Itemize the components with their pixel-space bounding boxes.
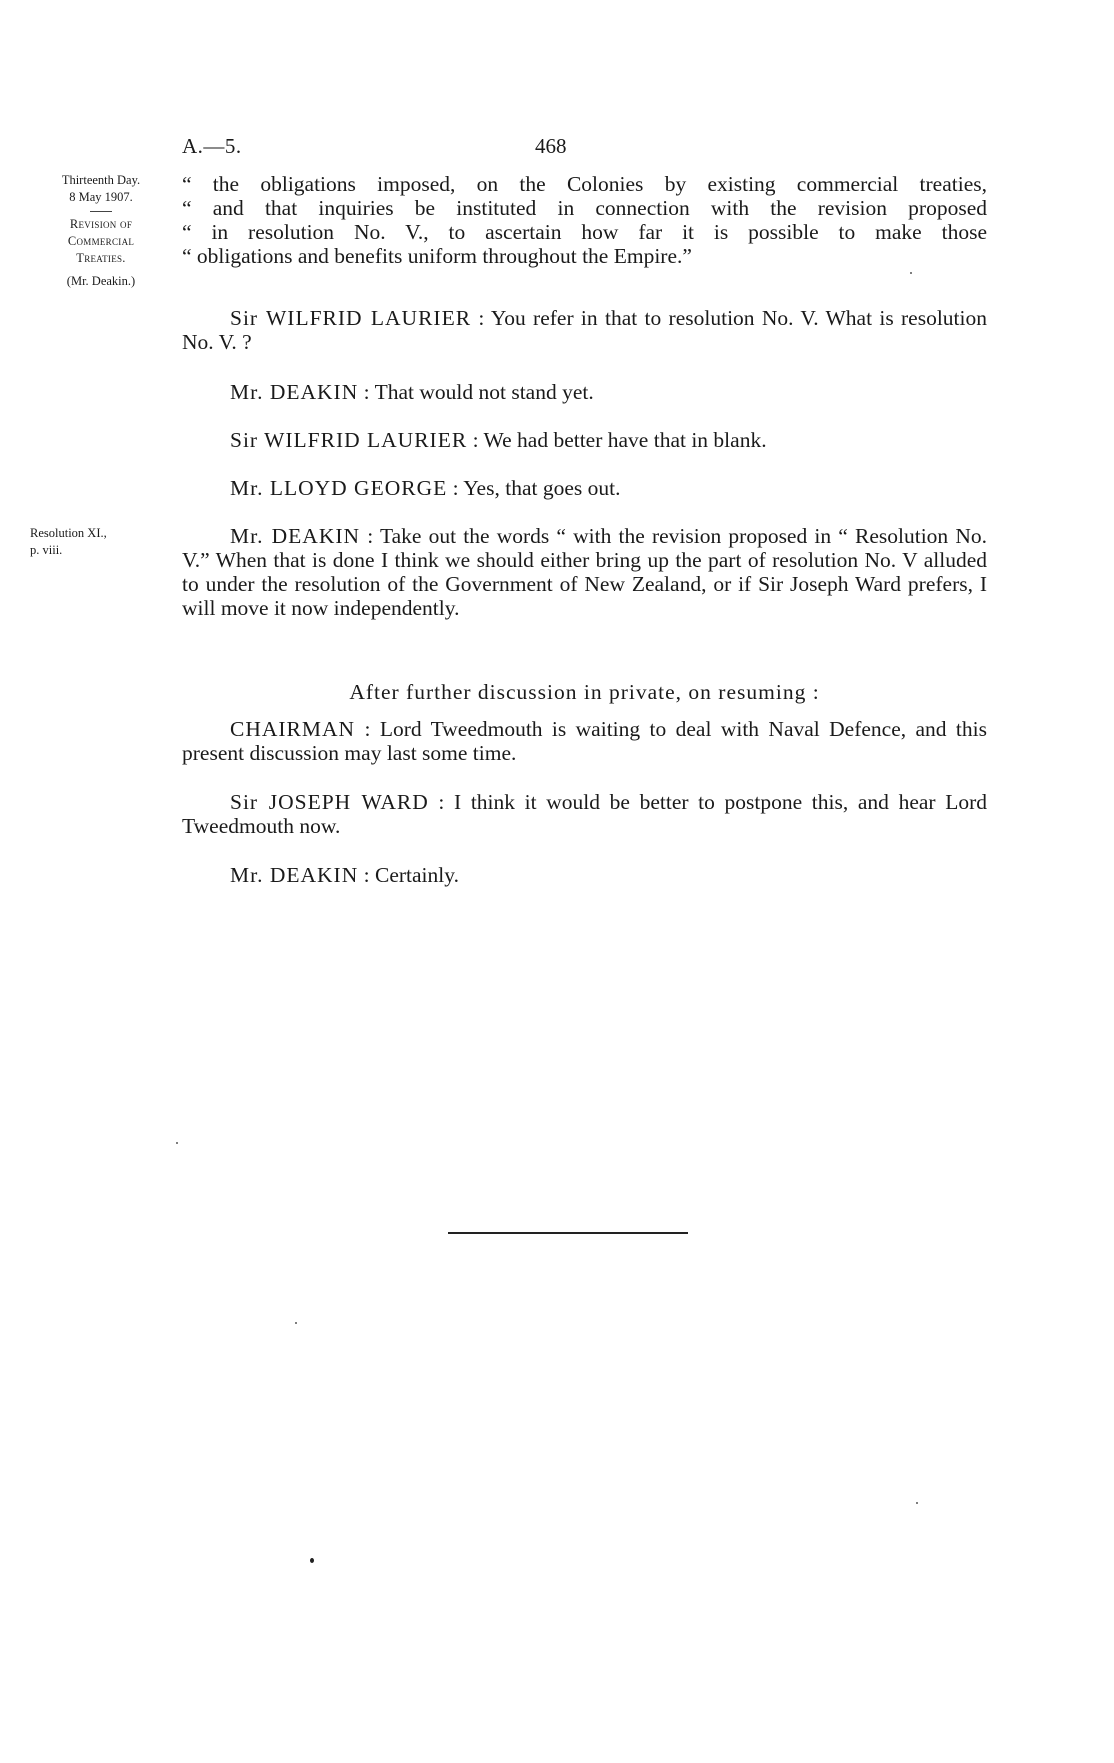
speech-laurier-2: Sir WILFRID LAURIER : We had better have that in blank. bbox=[230, 428, 767, 452]
page-number: 468 bbox=[535, 134, 567, 158]
speaker-name: CHAIRMAN bbox=[230, 717, 356, 741]
margin-topic-line3: Treaties. bbox=[76, 251, 126, 265]
speech-text: Certainly. bbox=[374, 863, 459, 887]
quote-line: “ and that inquiries be instituted in connection with the revision proposed bbox=[182, 196, 987, 220]
speech-text: Take out the words “ with the revision proposed in “ Resolution No. V.” When that is done I think we should either bring up the part of resolution No. V alluded to under the resolution of the Government of New Zealand, or if Sir Joseph Ward prefers, I will move it now independently. bbox=[182, 524, 987, 620]
speaker-name: Mr. LLOYD GEORGE bbox=[230, 476, 448, 500]
quoted-resolution bbox=[182, 172, 987, 268]
speech-laurier-1: Sir WILFRID LAURIER : You refer in that to resolution No. V. What is resolution No. V. ? bbox=[182, 306, 987, 354]
margin-topic-line2: Commercial bbox=[67, 234, 135, 248]
speech-chairman: CHAIRMAN : Lord Tweedmouth is waiting to deal with Naval Defence, and this present discussion may last some time. bbox=[182, 717, 987, 765]
speech-text: I think it would be better to postpone this, and hear Lord Tweedmouth now. bbox=[182, 790, 987, 838]
quote-line: “ the obligations imposed, on the Colonies by existing commercial treaties, bbox=[182, 172, 987, 196]
margin-divider bbox=[90, 211, 112, 212]
scan-speck bbox=[310, 1558, 314, 1563]
speech-text: You refer in that to resolution No. V. What is resolution No. V. ? bbox=[182, 306, 987, 354]
speaker-name: Sir WILFRID LAURIER bbox=[230, 306, 472, 330]
speech-text: Yes, that goes out. bbox=[463, 476, 621, 500]
speech-text: Lord Tweedmouth is waiting to deal with Naval Defence, and this present discussion may last some time. bbox=[182, 717, 987, 765]
quote-line: “ obligations and benefits uniform throughout the Empire.” bbox=[182, 244, 692, 268]
margin-resolution-ref: Resolution XI., bbox=[30, 526, 107, 540]
speech-deakin-1: Mr. DEAKIN : That would not stand yet. bbox=[230, 380, 594, 404]
interlude-text: After further discussion in private, on resuming : bbox=[349, 680, 820, 704]
margin-note-resolution bbox=[30, 525, 160, 559]
margin-speaker: (Mr. Deakin.) bbox=[66, 274, 136, 288]
margin-day: Thirteenth Day. bbox=[61, 173, 141, 187]
speech-ward: Sir JOSEPH WARD : I think it would be better to postpone this, and hear Lord Tweedmouth now. bbox=[182, 790, 987, 838]
margin-date: 8 May 1907. bbox=[69, 190, 133, 204]
margin-topic-line1: Revision of bbox=[69, 217, 133, 231]
speaker-name: Mr. DEAKIN bbox=[230, 524, 361, 548]
speaker-name: Sir JOSEPH WARD bbox=[230, 790, 429, 814]
scan-speck bbox=[910, 272, 912, 274]
margin-note-topic bbox=[36, 172, 166, 290]
interlude bbox=[182, 680, 987, 704]
speech-text: That would not stand yet. bbox=[374, 380, 594, 404]
margin-resolution-page: p. viii. bbox=[30, 543, 63, 557]
scan-speck bbox=[176, 1142, 178, 1144]
speaker-name: Mr. DEAKIN bbox=[230, 863, 359, 887]
document-reference: A.—5. bbox=[182, 134, 242, 158]
speech-text: We had better have that in blank. bbox=[483, 428, 767, 452]
scan-speck bbox=[295, 1322, 297, 1324]
scan-speck bbox=[916, 1502, 918, 1504]
speech-lloyd-george: Mr. LLOYD GEORGE : Yes, that goes out. bbox=[230, 476, 621, 500]
speaker-name: Sir WILFRID LAURIER bbox=[230, 428, 468, 452]
closing-rule bbox=[448, 1232, 688, 1234]
speaker-name: Mr. DEAKIN bbox=[230, 380, 359, 404]
quote-line: “ in resolution No. V., to ascertain how far it is possible to make those bbox=[182, 220, 987, 244]
speech-deakin-2: Mr. DEAKIN : Take out the words “ with the revision proposed in “ Resolution No. V.” When that is done I think we should either bring up the part of resolution No. V alluded to under the resolution of the Government of New Zealand, or if Sir Joseph Ward prefers, I will move it now independently. bbox=[182, 524, 987, 620]
speech-deakin-3: Mr. DEAKIN : Certainly. bbox=[230, 863, 459, 887]
